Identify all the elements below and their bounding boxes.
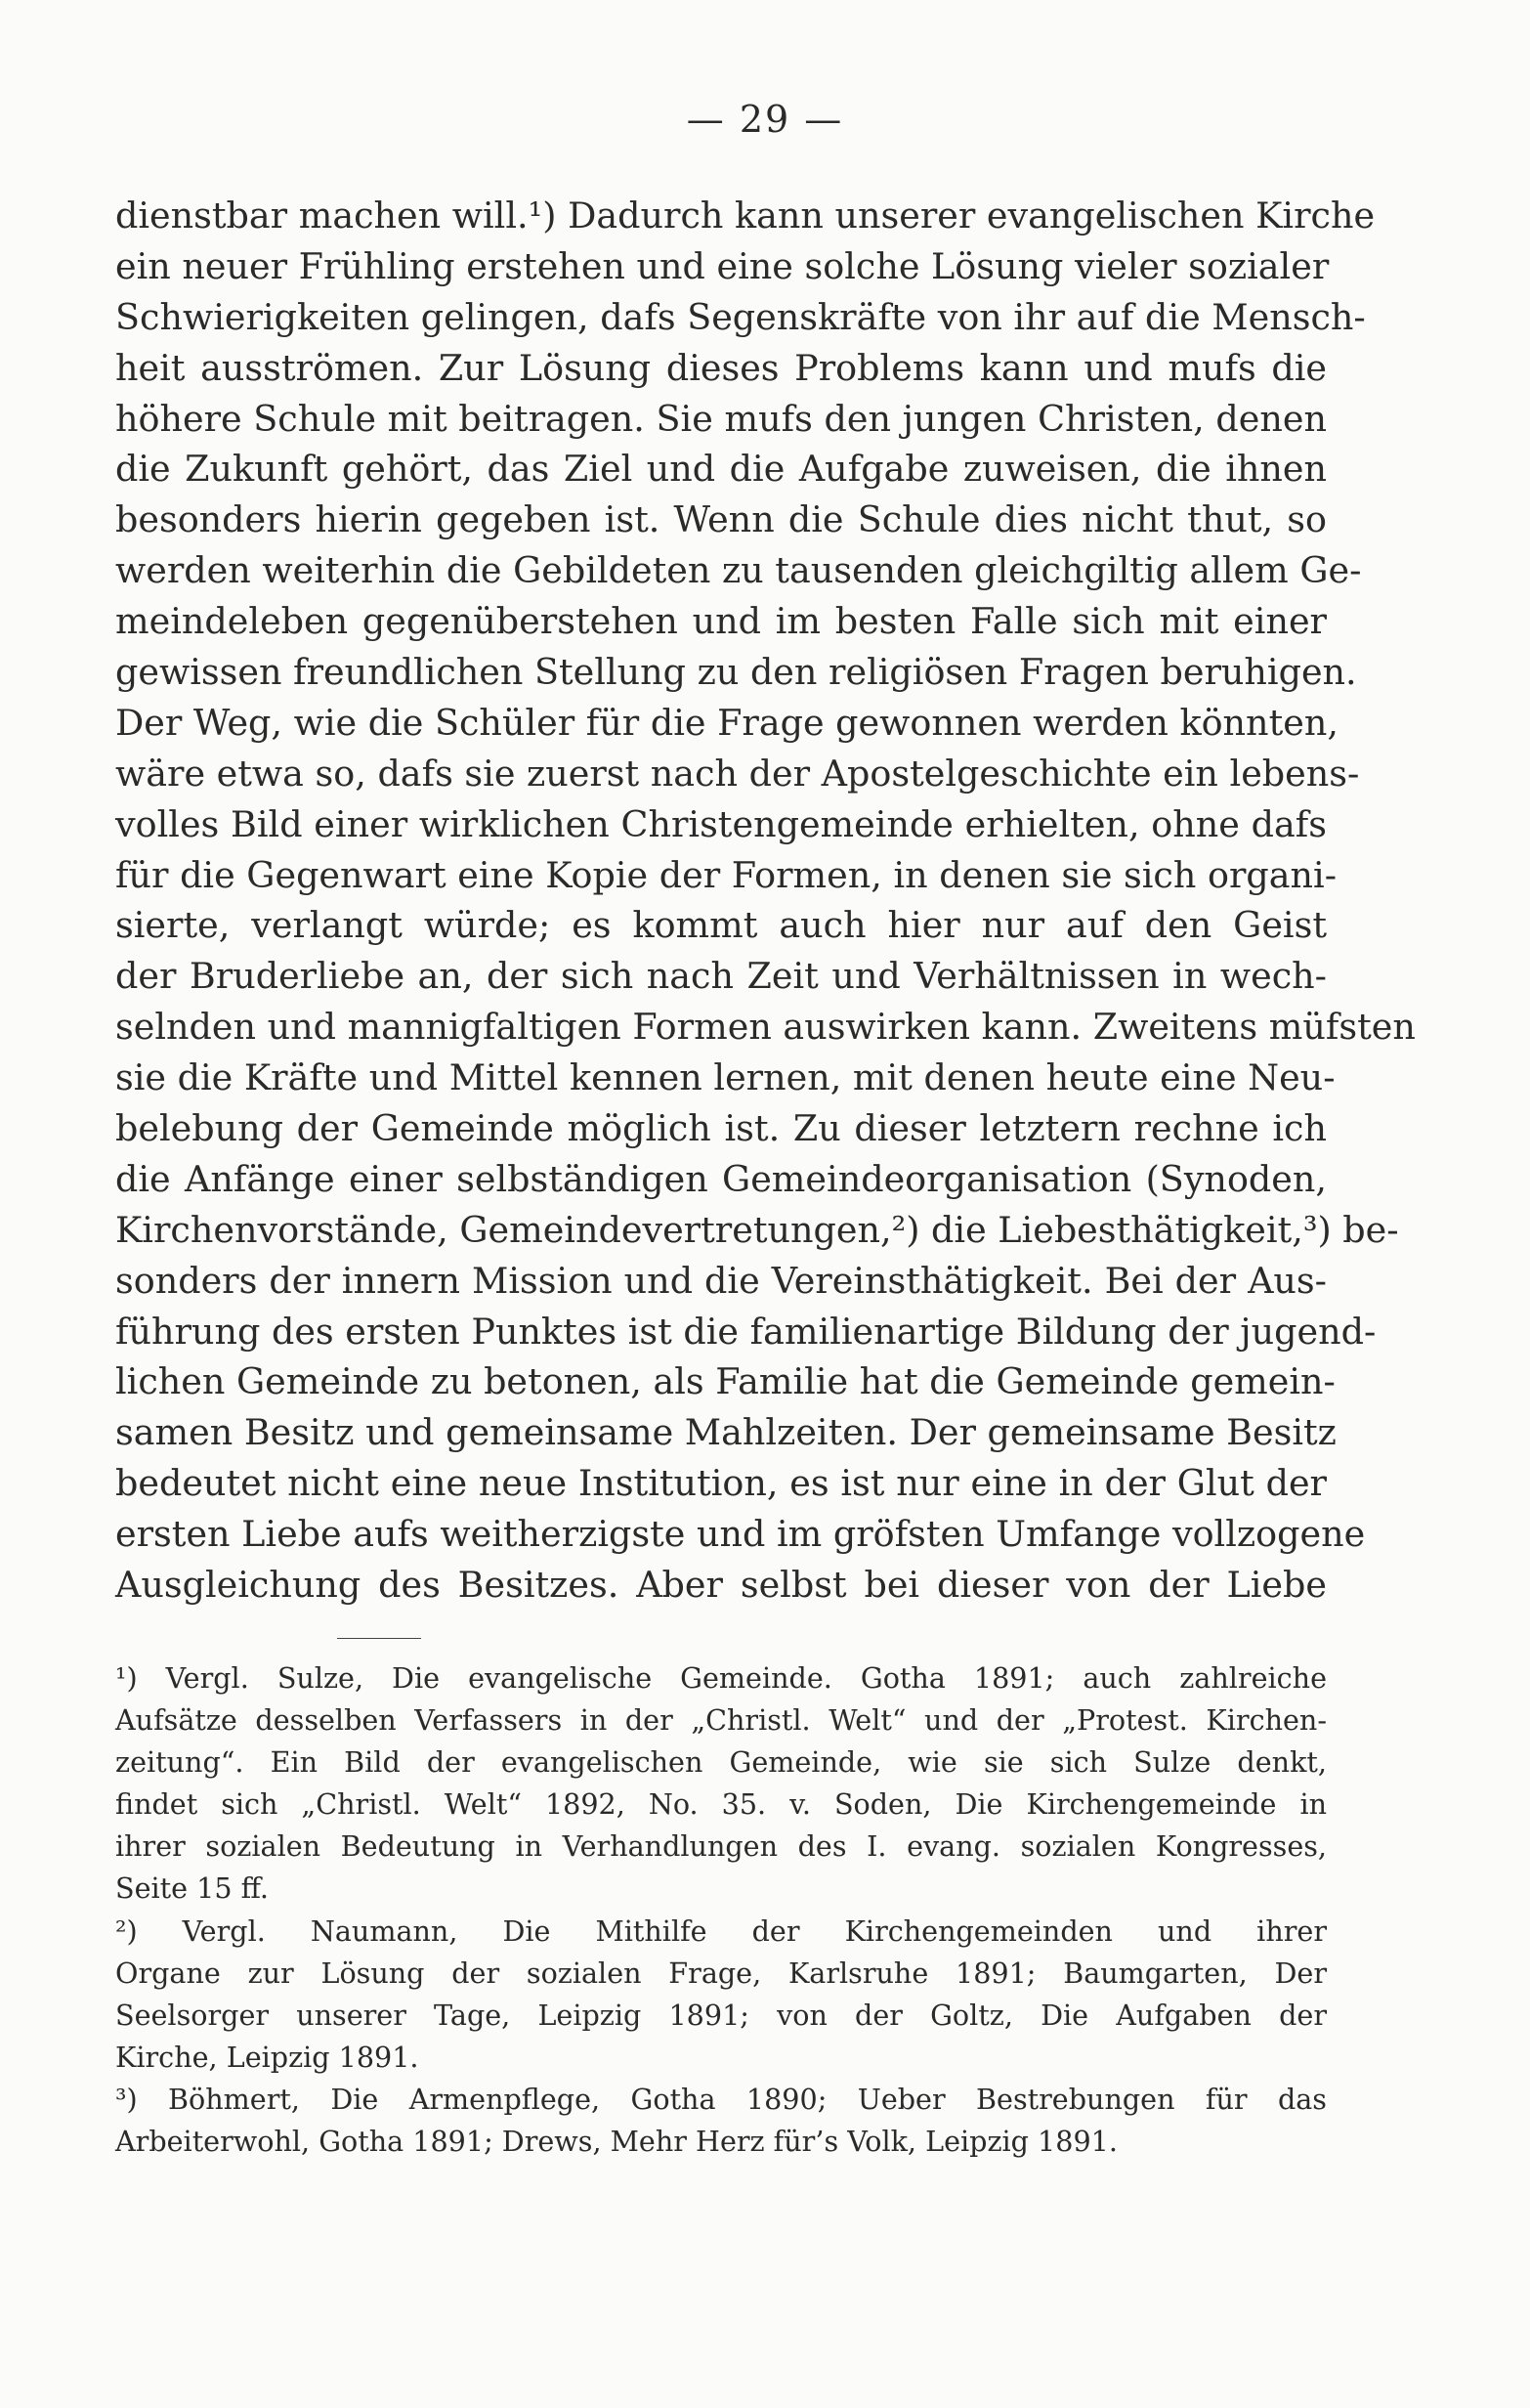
footnote-line: ihrer sozialen Bedeutung in Verhandlungen des I. evang. sozialen Kongresses, [115,1829,1327,1864]
text-line: Ausgleichung des Besitzes. Aber selbst bei dieser von der Liebe [115,1564,1327,1607]
text-line: ein neuer Frühling erstehen und eine solche Lösung vieler sozialer [115,244,1330,287]
text-line: selnden und mannigfaltigen Formen auswirken kann. Zweitens müfsten [115,1006,1416,1049]
text-line: ersten Liebe aufs weitherzigste und im gröfsten Umfange vollzogene [115,1513,1366,1556]
text-line: samen Besitz und gemeinsame Mahlzeiten. Der gemeinsame Besitz [115,1411,1337,1454]
text-line: höhere Schule mit beitragen. Sie mufs den jungen Christen, denen [115,397,1327,440]
text-line: sonders der innern Mission und die Vereinsthätigkeit. Bei der Aus- [115,1259,1327,1302]
footnote-line: Kirche, Leipzig 1891. [115,2040,419,2074]
text-line: führung des ersten Punktes ist die familienartige Bildung der jugend- [115,1310,1377,1353]
text-line: sie die Kräfte und Mittel kennen lernen, mit denen heute eine Neu- [115,1056,1336,1099]
text-line: lichen Gemeinde zu betonen, als Familie hat die Gemeinde gemein- [115,1360,1336,1403]
text-line: gewissen freundlichen Stellung zu den religiösen Fragen beruhigen. [115,651,1357,694]
text-line: der Bruderliebe an, der sich nach Zeit und Verhältnissen in wech- [115,955,1327,998]
text-line: belebung der Gemeinde möglich ist. Zu dieser letztern rechne ich [115,1107,1327,1150]
text-line: volles Bild einer wirklichen Christengemeinde erhielten, ohne dafs [115,802,1327,845]
text-line: die Anfänge einer selbständigen Gemeindeorganisation (Synoden, [115,1157,1327,1200]
footnote-line: Aufsätze desselben Verfassers in der „Christl. Welt“ und der „Protest. Kirchen- [115,1703,1327,1738]
text-line: Der Weg, wie die Schüler für die Frage gewonnen werden könnten, [115,701,1339,744]
footnote-line: Seite 15 ff. [115,1871,270,1906]
text-line: meindeleben gegenüberstehen und im besten Falle sich mit einer [115,600,1327,643]
text-line: Schwierigkeiten gelingen, dafs Segenskräfte von ihr auf die Mensch- [115,295,1366,338]
footnote-line: zeitung“. Ein Bild der evangelischen Gemeinde, wie sie sich Sulze denkt, [115,1745,1327,1780]
footnote-3 [115,2079,1327,2163]
text-line: bedeutet nicht eine neue Institution, es ist nur eine in der Glut der [115,1462,1327,1505]
footnotes [115,1657,1327,2163]
footnote-2 [115,1911,1327,2079]
text-line: dienstbar machen will.¹) Dadurch kann unserer evangelischen Kirche [115,194,1376,236]
footnote-line: ³) Böhmert, Die Armenpflege, Gotha 1890; Ueber Bestrebungen für das [115,2082,1327,2116]
page-number: — 29 — [686,98,844,141]
footnote-divider [337,1638,421,1639]
text-line: Kirchenvorstände, Gemeindevertretungen,²) die Liebesthätigkeit,³) be- [115,1208,1399,1251]
footnote-line: findet sich „Christl. Welt“ 1892, No. 35. v. Soden, Die Kirchengemeinde in [115,1787,1327,1822]
footnote-1 [115,1657,1327,1911]
text-line: für die Gegenwart eine Kopie der Formen, in denen sie sich organi- [115,853,1338,896]
text-line: heit ausströmen. Zur Lösung dieses Problems kann und mufs die [115,346,1327,389]
text-line: besonders hierin gegeben ist. Wenn die Schule dies nicht thut, so [115,498,1327,541]
text-line: die Zukunft gehört, das Ziel und die Aufgabe zuweisen, die ihnen [115,448,1327,491]
text-line: werden weiterhin die Gebildeten zu tausenden gleichgiltig allem Ge- [115,549,1362,592]
footnote-line: Arbeiterwohl, Gotha 1891; Drews, Mehr Herz für’s Volk, Leipzig 1891. [115,2125,1118,2159]
main-text [115,191,1416,1611]
text-line: wäre etwa so, dafs sie zuerst nach der Apostelgeschichte ein lebens- [115,752,1360,795]
text-line: sierte, verlangt würde; es kommt auch hier nur auf den Geist [115,904,1327,947]
footnote-line: ¹) Vergl. Sulze, Die evangelische Gemeinde. Gotha 1891; auch zahlreiche [115,1661,1327,1695]
footnote-line: Seelsorger unserer Tage, Leipzig 1891; von der Goltz, Die Aufgaben der [115,1998,1327,2032]
footnote-line: Organe zur Lösung der sozialen Frage, Karlsruhe 1891; Baumgarten, Der [115,1956,1327,1990]
footnote-line: ²) Vergl. Naumann, Die Mithilfe der Kirchengemeinden und ihrer [115,1914,1327,1948]
